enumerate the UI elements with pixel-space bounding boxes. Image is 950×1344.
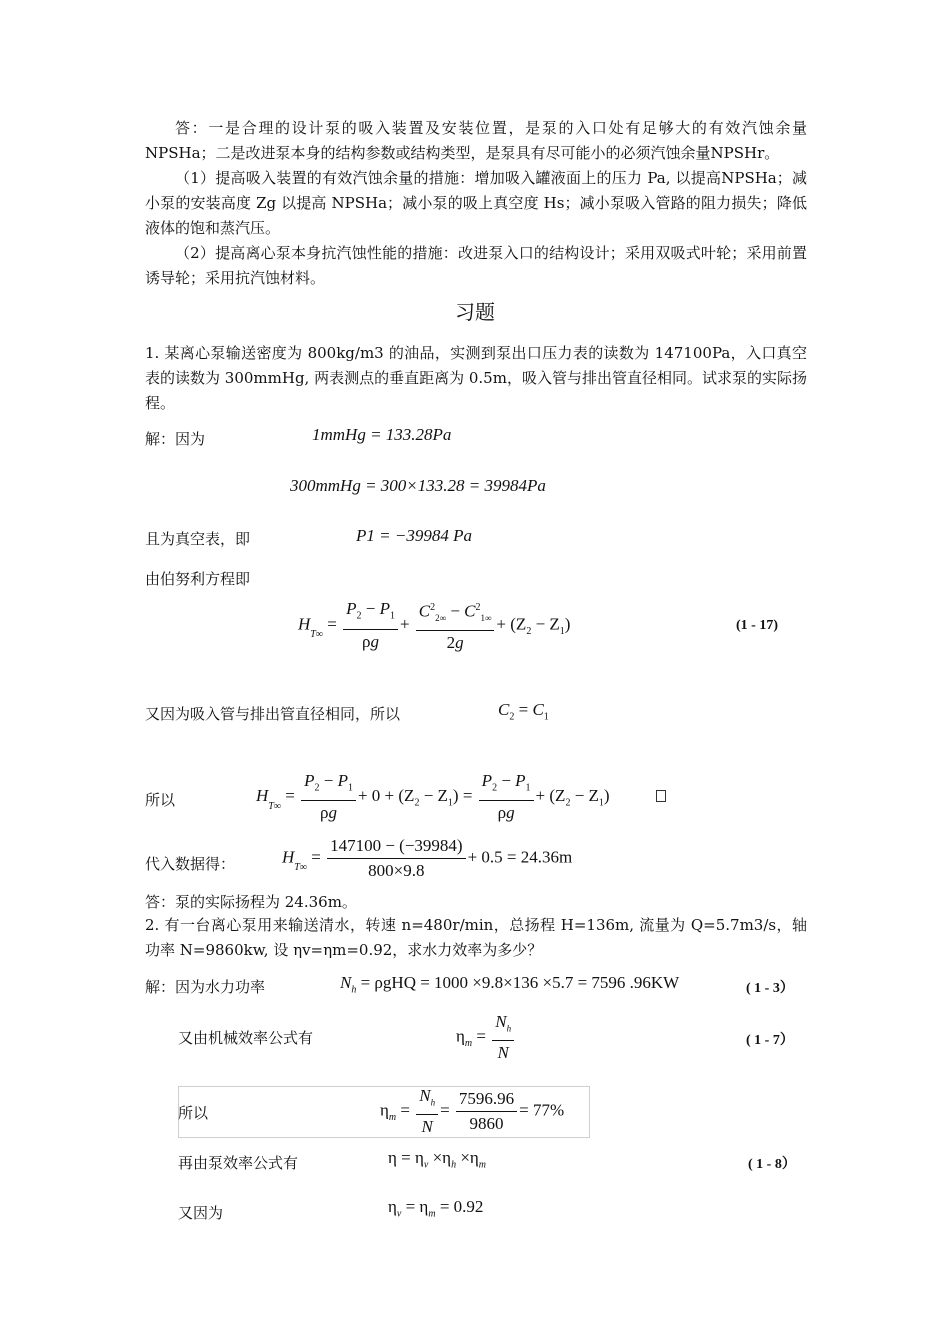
p1-eq-simplified: $H_{T\infty}$ = $\frac{P_2 - P_1}{\rho g}$ + $0 + (Z_2 - Z_1)$ = $\frac{P_2 - P_1}{\rho g}$ + $(Z_2 - Z_1)$ xyxy=(256,771,610,823)
p1-denominator: 800×9.8 xyxy=(368,861,425,880)
p1-vacuum-label: 且为真空表，即 xyxy=(145,530,251,548)
p2-eq-mechanical: $\eta_m$ = $\frac{N_h}{N}$ xyxy=(456,1012,516,1063)
answer-paragraph: 答：一是合理的设计泵的吸入装置及安装位置，是泵的入口处有足够大的有效汽蚀余量NPSHa；二是改进泵本身的结构参数或结构类型，是泵具有尽可能小的必须汽蚀余量NPSHr。 xyxy=(145,119,807,162)
p1-same-diameter-label: 又因为吸入管与排出管直径相同，所以 xyxy=(145,705,401,723)
p2-tag-1-8: ( 1 - 8） xyxy=(748,1157,796,1172)
p2-frac-numerator: 7596.96 xyxy=(456,1089,517,1112)
p1-eq-vacuum: 300mmHg = 300×133.28 = 39984Pa xyxy=(290,476,546,495)
p2-solution-label: 解：因为水力功率 xyxy=(145,978,266,996)
point2-paragraph: （2）提高离心泵本身抗汽蚀性能的措施：改进泵入口的结构设计；采用双吸式叶轮；采用前置诱导轮；采用抗汽蚀材料。 xyxy=(145,244,807,287)
p1-answer: 答：泵的实际扬程为 24.36m。 xyxy=(145,893,357,911)
p2-tag-1-3: ( 1 - 3） xyxy=(746,981,794,996)
p2-so-label: 所以 xyxy=(178,1104,209,1122)
p1-bernoulli-label: 由伯努利方程即 xyxy=(145,570,251,588)
p1-substitute-label: 代入数据得： xyxy=(145,855,236,873)
p2-frac-denominator: 9860 xyxy=(469,1114,504,1134)
p2-eq-pump-efficiency: $\eta = \eta_v \times\eta_h \times\eta_m$ xyxy=(388,1148,487,1171)
p2-power-expression: = ρgHQ = 1000 ×9.8×136 ×5.7 = 7596 .96KW xyxy=(360,973,680,992)
placeholder-square-icon xyxy=(656,790,666,802)
point1-paragraph: （1）提高吸入装置的有效汽蚀余量的措施：增加吸入罐液面上的压力 Pa, 以提高NPSHa；减小泵的安装高度 Zg 以提高 NPSHa；减小泵的吸上真空度 Hs；减小泵吸入管路的阻力损失；降低液体的饱和蒸汽压。 xyxy=(145,169,807,237)
problem1-text: 1. 某离心泵输送密度为 800kg/m3 的油品，实测到泵出口压力表的读数为 147100Pa，入口真空表的读数为 300mmHg, 两表测点的垂直距离为 0.5m，吸入管与排出管直径相同。试求泵的实际扬程。 xyxy=(145,344,807,412)
p2-also-label: 又因为 xyxy=(178,1204,224,1222)
p1-solution-label: 解：因为 xyxy=(145,430,206,448)
p2-efficiency-result: = 77% xyxy=(519,1100,565,1120)
p1-result: + 0.5 = 24.36m xyxy=(467,847,573,867)
p1-eq-bernoulli: $H_{T\infty}$ = $\frac{P_2 - P_1}{\rho g}$ + $\frac{C^2_{2\infty} - C^2_{1\infty}}{2g}$ + $(Z_2 - Z_1)$ xyxy=(298,599,571,653)
p2-eq-power: $N_h = \rho gHQ = 1000 \times 9.8\times 136 \times 5.7 = 7596$ .96KW xyxy=(340,973,680,996)
p2-tag-1-7: ( 1 - 7） xyxy=(746,1033,794,1048)
p1-eq-conversion: 1mmHg = 133.28Pa xyxy=(312,425,452,444)
section-title: 习题 xyxy=(455,300,495,324)
p1-numerator: 147100 − (−39984) xyxy=(327,836,466,859)
p1-eq-c2-c1: $C_2 = C_1$ xyxy=(498,700,549,723)
p1-tag-1-17: (1 - 17) xyxy=(736,618,778,633)
p2-last-value: = 0.92 xyxy=(439,1197,484,1216)
p1-eq-p1: P1 = −39984 Pa xyxy=(356,526,472,545)
p1-eq-substituted: $H_{T\infty}$ = $\frac{147100 - (-39984)}{800\times 9.8}$ + 0.5 = 24.36m xyxy=(282,836,573,880)
p2-eq-last: $\eta_v = \eta_m = 0.92$ xyxy=(388,1197,484,1220)
p1-so-label: 所以 xyxy=(145,791,176,809)
p2-mechanical-label: 又由机械效率公式有 xyxy=(178,1029,314,1047)
p2-eq-efficiency: $\eta_m$ = $\frac{N_h}{N}$ = $\frac{7596.96}{9860}$ = 77% xyxy=(380,1086,565,1137)
p2-pump-eff-label: 再由泵效率公式有 xyxy=(178,1154,299,1172)
problem2-text: 2. 有一台离心泵用来输送清水，转速 n=480r/min，总扬程 H=136m, 流量为 Q=5.7m3/s，轴功率 N=9860kw, 设 ηv=ηm=0.92，求水力效率为多少？ xyxy=(145,916,807,959)
